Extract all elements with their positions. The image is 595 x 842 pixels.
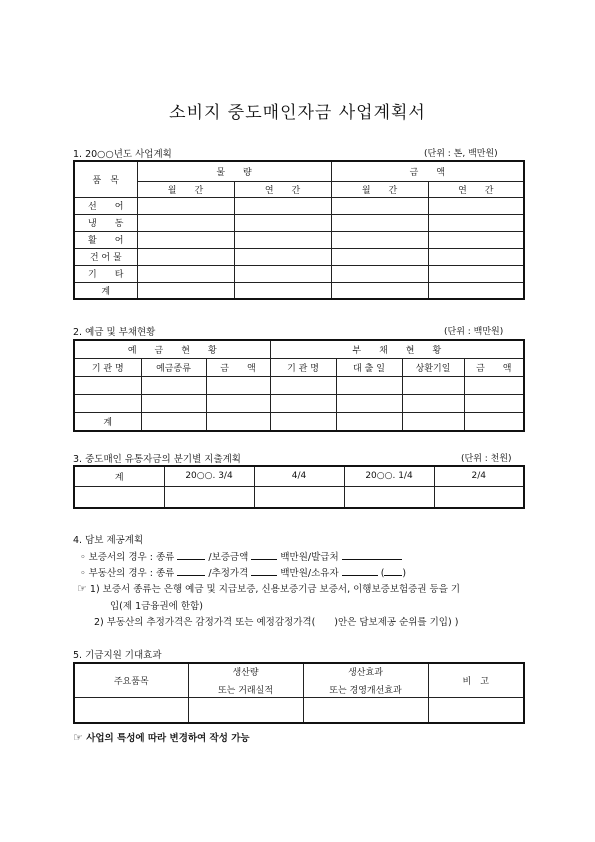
table-cell[interactable]: [402, 394, 464, 412]
table-cell[interactable]: [428, 214, 524, 231]
table-cell[interactable]: [428, 248, 524, 265]
col-header: 금 액: [464, 358, 524, 376]
col-header: 기 관 명: [74, 358, 141, 376]
note2: 2) 부동산의 추정가격은 감정가격 또는 예정감정가격( )안은 담보제공 순위를 기입) ): [94, 617, 459, 628]
table-cell[interactable]: [344, 486, 434, 508]
table-cell[interactable]: [137, 231, 234, 248]
section5-heading: 5. 기금지원 기대효과: [73, 650, 162, 661]
col-header: 예금종류: [141, 358, 206, 376]
table-cell[interactable]: [137, 248, 234, 265]
table-cell[interactable]: [141, 394, 206, 412]
table-cell[interactable]: [270, 376, 336, 394]
col-header: 20○○. 3/4: [164, 466, 254, 486]
pointing-hand-icon: ☞: [77, 582, 87, 595]
table-cell[interactable]: [303, 697, 428, 723]
property-owner-label: 백만원/소유자: [280, 568, 339, 579]
col-header-line1: 생산효과: [348, 667, 383, 678]
col-header: 4/4: [254, 466, 344, 486]
deposit-debt-table: [73, 339, 525, 432]
table-cell[interactable]: [270, 394, 336, 412]
section3-unit: (단위 : 천원): [461, 454, 512, 464]
table-cell[interactable]: [164, 486, 254, 508]
col-header: 주요품목: [74, 663, 188, 697]
table-cell[interactable]: [234, 265, 331, 282]
table-cell[interactable]: [234, 197, 331, 214]
table-cell[interactable]: [428, 265, 524, 282]
table-cell[interactable]: [464, 394, 524, 412]
col-header: 2/4: [434, 466, 524, 486]
section4-heading: 4. 담보 제공계획: [73, 535, 144, 546]
table-cell[interactable]: [331, 282, 428, 299]
expected-effect-table: [73, 662, 525, 724]
col-header: 대 출 일: [336, 358, 402, 376]
table-cell[interactable]: [206, 376, 270, 394]
table-cell[interactable]: [428, 231, 524, 248]
guarantee-issuer-label: 백만원/발급처: [280, 552, 339, 563]
row-label: 활 어: [74, 231, 137, 248]
row-label-total: 계: [74, 282, 137, 299]
table-cell[interactable]: [402, 412, 464, 431]
table-cell[interactable]: [428, 282, 524, 299]
table-cell[interactable]: [428, 697, 524, 723]
table-cell[interactable]: [331, 248, 428, 265]
col-header-line2: 또는 경영개선효과: [329, 685, 402, 696]
col-header: 기 관 명: [270, 358, 336, 376]
guarantee-issuer-field[interactable]: [342, 550, 402, 560]
sub-header-monthly-volume: 월 간: [137, 181, 234, 197]
table-cell[interactable]: [331, 265, 428, 282]
property-type-field[interactable]: [177, 566, 205, 576]
table-cell[interactable]: [188, 697, 303, 723]
col-header-production: [188, 663, 303, 697]
table-cell[interactable]: [434, 486, 524, 508]
sub-header-monthly-amount: 월 간: [331, 181, 428, 197]
note1: [77, 581, 460, 595]
priority-paren-close: ): [402, 568, 407, 579]
guarantee-amount-field[interactable]: [251, 550, 277, 560]
note1-continuation: 입(제 1금융권에 한함): [110, 601, 203, 612]
guarantee-type-label: ◦ 보증서의 경우 : 종류: [80, 552, 175, 563]
deposit-header: 예 금 현 황: [74, 340, 270, 358]
col-header: 비 고: [428, 663, 524, 697]
table-cell[interactable]: [137, 282, 234, 299]
col-header-line1: 생산량: [232, 667, 259, 678]
col-amount-header: 금 액: [331, 161, 524, 181]
table-cell[interactable]: [336, 394, 402, 412]
col-header-line2: 또는 거래실적: [217, 685, 274, 696]
row-label: 기 타: [74, 265, 137, 282]
col-header: 계: [74, 466, 164, 486]
business-plan-table: [73, 160, 525, 300]
table-cell[interactable]: [234, 214, 331, 231]
col-header: 금 액: [206, 358, 270, 376]
section2-unit: (단위 : 백만원): [444, 327, 504, 337]
section3-heading: 3. 중도매인 유통자금의 분기별 지출계획: [73, 454, 241, 465]
col-volume-header: 물 량: [137, 161, 331, 181]
note1-text: 1) 보증서 종류는 은행 예금 및 지급보증, 신용보증기금 보증서, 이행보증보험증권 등을 기: [89, 584, 461, 595]
table-cell[interactable]: [137, 197, 234, 214]
table-cell[interactable]: [331, 197, 428, 214]
property-price-field[interactable]: [251, 566, 277, 576]
row-label: 선 어: [74, 197, 137, 214]
table-cell[interactable]: [74, 394, 141, 412]
table-cell[interactable]: [428, 197, 524, 214]
table-cell[interactable]: [74, 486, 164, 508]
table-cell[interactable]: [336, 376, 402, 394]
priority-paren-open: (: [380, 568, 385, 579]
table-cell[interactable]: [464, 376, 524, 394]
priority-field[interactable]: [384, 566, 402, 576]
col-header: 상환기일: [402, 358, 464, 376]
table-cell[interactable]: [234, 282, 331, 299]
table-cell[interactable]: [234, 248, 331, 265]
table-cell[interactable]: [74, 697, 188, 723]
table-cell[interactable]: [254, 486, 344, 508]
sub-header-yearly-volume: 연 간: [234, 181, 331, 197]
property-line: [80, 565, 406, 579]
property-owner-field[interactable]: [342, 566, 378, 576]
table-cell[interactable]: [331, 231, 428, 248]
sub-header-yearly-amount: 연 간: [428, 181, 524, 197]
quarterly-plan-table: [73, 465, 525, 509]
table-cell[interactable]: [206, 394, 270, 412]
table-cell[interactable]: [137, 214, 234, 231]
table-cell[interactable]: [141, 412, 206, 431]
table-cell[interactable]: [206, 412, 270, 431]
table-cell[interactable]: [137, 265, 234, 282]
footer-text: 사업의 특성에 따라 변경하여 작성 가능: [86, 733, 250, 744]
row-label-total: 계: [74, 412, 141, 431]
table-cell[interactable]: [74, 376, 141, 394]
table-cell[interactable]: [402, 376, 464, 394]
section1-unit: (단위 : 톤, 백만원): [424, 149, 498, 159]
table-cell[interactable]: [464, 412, 524, 431]
table-cell[interactable]: [336, 412, 402, 431]
row-label: 냉 동: [74, 214, 137, 231]
debt-header: 부 채 현 황: [270, 340, 524, 358]
table-cell[interactable]: [234, 231, 331, 248]
page-title: 소비지 중도매인자금 사업계획서: [169, 103, 426, 123]
footer-note: [73, 730, 250, 744]
property-type-label: ◦ 부동산의 경우 : 종류: [80, 568, 175, 579]
col-header-effect: [303, 663, 428, 697]
guarantee-amount-label: /보증금액: [208, 552, 249, 563]
section2-heading: 2. 예금 및 부채현황: [73, 327, 156, 338]
guarantee-line: [80, 549, 402, 563]
table-cell[interactable]: [270, 412, 336, 431]
guarantee-type-field[interactable]: [177, 550, 205, 560]
property-price-label: /추정가격: [208, 568, 249, 579]
col-header: 20○○. 1/4: [344, 466, 434, 486]
section1-heading: 1. 20○○년도 사업계획: [73, 149, 172, 160]
col-item-header: 품 목: [74, 161, 137, 197]
pointing-hand-icon: ☞: [73, 731, 83, 744]
table-cell[interactable]: [331, 214, 428, 231]
table-cell[interactable]: [141, 376, 206, 394]
row-label: 건 어 물: [74, 248, 137, 265]
